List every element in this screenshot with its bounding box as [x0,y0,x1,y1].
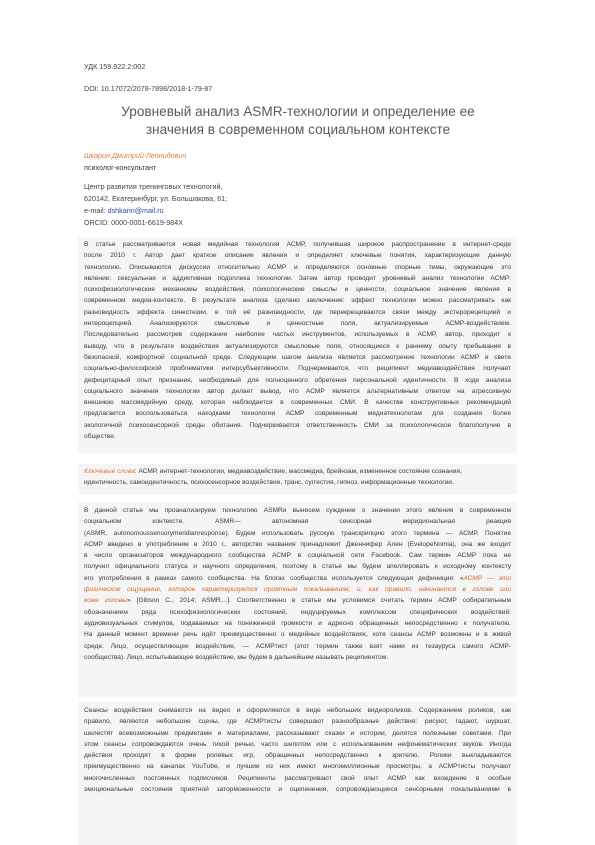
orcid: ORCID: 0000-0001-6619-984X [84,218,184,227]
text-line: внешнюю массмедийную среду, которая наблюдается в современных СМИ. В качестве конструктивных рекомендаций [84,399,511,407]
text-line: социального значения технологии автор делает вывод, что АСМР является альтернативным ответом на агрессивную [84,387,511,395]
text-line: технологию. Описываются дискуссии относительно АСМР и определяются основные спорные темы, окружающие это [84,263,511,271]
text-line [78,595,517,606]
text-line: выводу, что в результате воздействия актуализируются смысловые поля, относящиеся к раннему опыту пребывания в [84,342,511,350]
text-line: многочисленных постоянных подписчиков. Реципиенты рассматривают свой опыт АСМР как вхождение в особые [84,774,511,782]
text-line: На данный момент времени речь идёт преимущественно о медийных воздействиях, хотя сеансы АСМР возможны и в живой [84,631,511,639]
definition-quote: АСМР — это [463,574,511,582]
text-line: социальном контексте. ASMR— автономная сенсорная меридиональная реакция [84,518,511,526]
article-title [70,103,526,139]
text-line: современном медиа-контексте. В результате анализа сделано заключение: эффект технологии можно рассматривать как [84,297,511,305]
text-line: правило, являются небольшие сцены, где АСМРтисты совершают разнообразные действия: рисуют, гадают, шуршат, [84,718,511,726]
text-line: экологичной психосенсорной среды обитания. Подчеркивается ответственность СМИ за психологическое благополучие в [84,421,511,429]
author-block [84,150,186,174]
text-line: явление: сексуальная и аддиктивная подоплека технологии. Затем автор проводит уровневый анализ технологии АСМР: [84,274,511,282]
definition-quote: коже головы [84,597,128,605]
text-line [78,573,517,584]
text-line: Сеансы воздействия снимаются на видео и оформляются в виде небольших видеороликов. Содержанием роликов, как [84,707,511,714]
text-line: сообщества). Лицо, испытывающее воздействие, мы будем в дальнейшем называть реципиентом. [84,653,389,661]
keywords-line: идентичность, самоидентичность, психосенсорное воздействие, транс, суггестия, гипноз, информационные технологии. [84,479,454,487]
definition-quote: физическое ощущение, которое характеризуется приятным покалыванием, и, как правило, начинается в голове или [84,586,511,594]
sessions-box [78,702,517,845]
text-line: этом сеансы сопровождаются очень тихой речью, часто шепотом или с использованием нефонематических звуков. Иногда [84,740,511,748]
text-span: его употребления в рамках самого сообщества. На блогах сообщества используется следующая дефиниция: « [84,574,464,582]
text-line: среде. Лицо, осуществляющее воздействие, — АСМРтист (этот термин также взят нами из тезауруса самого АСМР- [84,642,511,650]
title-line: Уровневый анализ ASMR-технологии и определение ее [121,104,475,119]
text-line: разновидность эффекта синестезии, в той её разновидности, где перекрещиваются связи между экстерорецепцией и [84,308,511,316]
text-span: » [Gibson C., 2014; ASMR…]. Соответственно в статье мы условимся считать термин АСМР собирательным [127,597,511,605]
text-line: после 2010 г. Автор дает краткое описание явления и определяет ключевые понятия, характеризующие данную [84,252,511,260]
text-line: обществе. [84,433,116,441]
author-address [84,181,227,229]
keywords-label: Ключевые слова [84,468,135,475]
author-role: психолог-консультант [84,163,157,172]
title-line: значения в современном социальном контексте [145,122,451,137]
text-line: шелестят всевозможными предметами и материалами, рассказывают сказки и истории, делятся полезными советами. При [84,729,511,737]
text-line: интероцепцией. Анализируются смысловые и ценностные поля, актуализируемые АСМР-воздействием. [84,320,511,328]
street-address: 620142, Екатеринбург, ул. Большакова, 61; [84,194,228,203]
keywords-text: : АСМР, интернет-технологии, медиавоздействие, массмедиа, брейнзам, измененное состояние сознания, [134,468,462,475]
text-line: (ASMR, autonomoussensorymeridianresponse). Будем использовать русскую транскрипцию этого термина — АСМР. Понятие [84,529,511,537]
text-line: обозначением ряда психофизиологических состояний, индуцируемых комплексом специфических воздействий: [84,608,511,616]
text-line: аудиовизуальных стимулов, подаваемых на пониженной громкости и адресно обращенных непосредственно к получателю. [84,619,511,627]
keywords-box [78,464,517,494]
text-line: эмоциональные состояния приятной заторможенности и оцепенения, сопровождающиеся сенсорными покалываниями в [84,786,511,794]
text-line: социально-философской проблематики интерсубъективности. Подчеркивается, что реципиент медиавоздействия получает [84,365,511,373]
email-label: e-mail: [84,206,108,215]
text-line: безопасной, комфортной социальной среде. Следующим шагом анализа является рассмотрение технологии АСМР в свете [84,353,511,361]
text-line: психофизиологические механизмы воздействия, психологические смыслы и ценности, социальное значение явления в [84,286,511,294]
text-line: преимущественно на каналах YouTube, и лучшие из них имеют многомиллионные просмотры, а АСМРтисты получают [84,763,511,771]
text-line: дефицитарный опыт признания, необходимый для полноценного обретения персональной идентичности. В ходе анализа [84,376,511,384]
organization: Центр развития тренинговых технологий, [84,182,223,191]
text-line: в число организаторов международного сообщества АСМР в социальной сети Facebook. Сам термин АСМР пока не [84,552,511,560]
author-name: Шкарин Дмитрий Леонидович [84,151,187,160]
email-line [84,205,227,217]
text-line: действия проходят в форме ролевых игр, обращенных непосредственно к зрителю. Ролики выкладываются [84,752,511,760]
text-line: предлагается воспользоваться находками технологии АСМР современным медиатехнологам для создания более [84,410,511,418]
intro-box [78,502,517,697]
doi: DOI: 10.17072/2078-7898/2018-1-79-87 [84,84,213,93]
udk-code: УДК 159.922.2:002 [84,62,146,71]
text-line: В данной статье мы проанализируем технологию ASMRи вынесем суждение о значении этого явления в современном [84,507,511,514]
text-line: В статье рассматривается новая медийная технология АСМР, получившая широкое распространение в интернет-среде [84,241,511,248]
email-link[interactable]: dshkarin@mail.ru [107,206,164,215]
text-line: получил официального статуса и научного определения, поэтому в статье мы будем апеллировать к исходному контексту [84,563,511,571]
abstract-box [78,237,517,453]
keywords-line [78,464,517,477]
text-line: Последовательно рассмотрев содержание наиболее частых инструментов, используемых в АСМР, автор, приходит к [84,331,511,339]
text-line: АСМР введено в употребление в 2010 г., авторство названия принадлежит Дженнифер Ален (EvelopeNomia), она же входит [84,540,511,548]
